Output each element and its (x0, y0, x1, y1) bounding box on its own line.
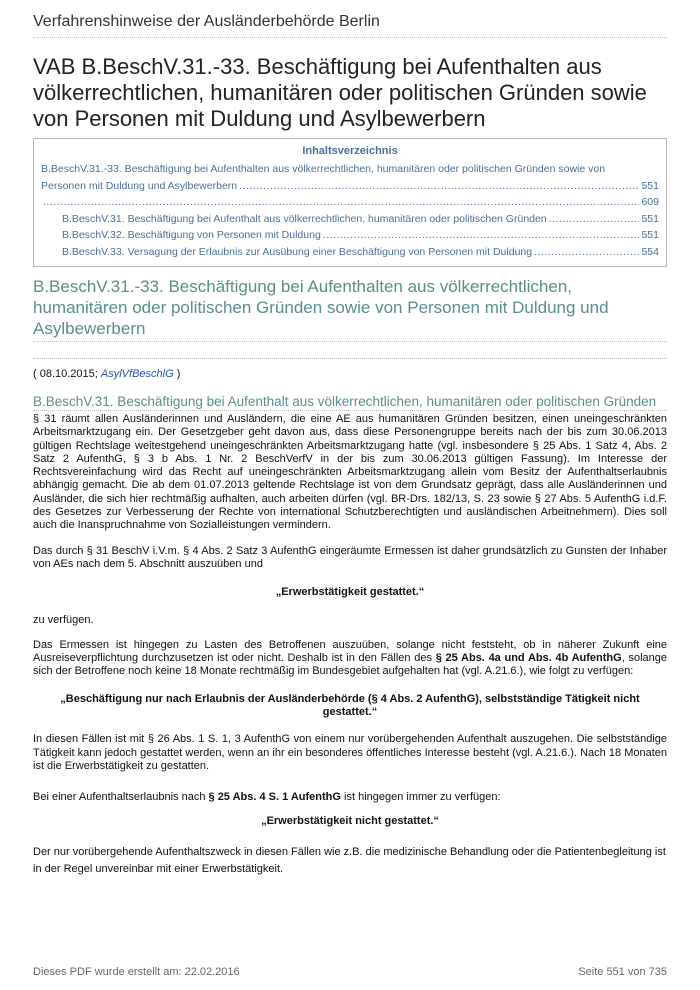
toc-entry-33[interactable] (41, 244, 659, 261)
toc-leader (534, 244, 639, 261)
date-line (33, 368, 667, 380)
toc-page-number[interactable]: 554 (641, 245, 659, 258)
section-title: B.BeschV.31.-33. Beschäftigung bei Aufenthalten aus völkerrechtlichen, humanitären oder politischen Gründen sowie von Personen mit Duldung und Asylbewerbern (33, 276, 667, 342)
paragraph: zu verfügen. (33, 613, 94, 626)
document-page (33, 0, 667, 878)
footer-page-number: Seite 551 von 735 (578, 966, 667, 978)
toc-leader (239, 178, 639, 195)
paragraph (33, 639, 667, 679)
paragraph-text: , solange sich der Betroffene noch keine 18 Monate rechtmäßig im Bundesgebiet aufgehalten hat (vgl. A.21.6.), wie folgt zu verfügen: (33, 652, 668, 678)
paragraph-text: Das Ermessen ist hingegen zu Lasten des Betroffenen auszuüben, solange nicht feststeht, ob in näherer Zukunft eine Ausreiseverpflichtung durchzusetzen ist oder nicht. Deshalb ist in den Fällen des (33, 638, 667, 665)
page-footer (33, 966, 667, 978)
paragraph: Der nur vorübergehende Aufenthaltszweck in diesen Fällen wie z.B. die medizinische Behandlung oder die Patientenbegleitung ist in der Regel unvereinbar mit einer Erwerbstätigkeit. (33, 845, 666, 875)
date-suffix: ) (176, 368, 181, 380)
paragraph: Das durch § 31 BeschV i.V.m. § 4 Abs. 2 Satz 3 AufenthG eingeräumte Ermessen ist daher grundsätzlich zu Gunsten der Inhaber von AEs nach dem 5. Abschnitt auszuüben und (33, 544, 667, 570)
toc-leader (323, 227, 640, 244)
toc-page-number[interactable]: 551 (641, 212, 659, 225)
asylvfbeschlg-link[interactable]: AsylVfBeschlG (100, 368, 174, 380)
date-prefix: ( 08.10.2015; (33, 368, 98, 380)
toc-page-number[interactable]: 551 (641, 229, 659, 241)
subsection-title: B.BeschV.31. Beschäftigung bei Aufenthalt aus völkerrechtlichen, humanitären oder politischen Gründen (33, 394, 667, 411)
toc-entry-main[interactable] (41, 161, 659, 194)
quote-beschaeftigung-erlaubnis: „Beschäftigung nur nach Erlaubnis der Ausländerbehörde (§ 4 Abs. 2 AufenthG), selbstständige Tätigkeit nicht gestattet.“ (60, 692, 640, 719)
toc-page-number[interactable]: 551 (641, 179, 659, 192)
toc-entry-text[interactable]: B.BeschV.32. Beschäftigung von Personen mit Duldung (62, 229, 321, 241)
toc-entry-main-line2[interactable]: Personen mit Duldung und Asylbewerbern (41, 179, 238, 192)
footer-created-date: Dieses PDF wurde erstellt am: 22.02.2016 (33, 966, 240, 978)
toc-leader (43, 194, 639, 211)
divider (33, 358, 667, 359)
bold-reference: § 25 Abs. 4a und Abs. 4b AufenthG (435, 652, 622, 665)
toc-entry-32[interactable] (41, 227, 659, 244)
document-header: Verfahrenshinweise der Ausländerbehörde Berlin (33, 13, 667, 38)
table-of-contents (33, 138, 667, 267)
toc-entry-blank[interactable] (41, 194, 659, 211)
bold-reference: § 25 Abs. 4 S. 1 AufenthG (208, 791, 341, 804)
paragraph: § 31 räumt allen Ausländerinnen und Ausländern, die eine AE aus humanitären Gründen besitzen, einen uneingeschränkten Arbeitsmarktzugang ein. Der Gesetzgeber geht davon aus, dass diese Personengruppe bereits nach der bis zum 30.06.2013 gültigen Rechtslage weitestgehend uneingeschränkten Arbeitsmarktzugang hatte (vgl. insbesondere § 25 Abs. 1 Satz 4, Abs. 2 Satz 2 AufenthG, § 3 b Abs. 1 Nr. 2 BeschVerfV in der bis zum 30.06.2013 gültigen Fassung). Im Interesse der Rechtsvereinfachung wird das Recht auf uneingeschränkten Arbeitsmarktzugang allein vom Besitz der Aufenthaltserlaubnis abhängig gemacht. Die ab dem 01.07.2013 geltende Rechtslage ist von dem Grundsatz geprägt, dass alle Ausländerinnen und Ausländer, die sich hier rechtmäßig aufhalten, auch arbeiten dürfen (vgl. BR-Drs. 182/13, S. 23 sowie § 27 Abs. 5 AufenthG i.d.F. des Gesetzes zur Verbesserung der Rechte von international Schutzberechtigten und ausländischen Arbeitnehmern). Dies soll auch die Inanspruchnahme von Sozialleistungen vermindern. (33, 413, 667, 532)
quote-erwerbstaetigkeit-nicht-gestattet: „Erwerbstätigkeit nicht gestattet.“ (261, 814, 439, 827)
paragraph (33, 791, 667, 804)
toc-entry-text[interactable]: B.BeschV.33. Versagung der Erlaubnis zur Ausübung einer Beschäftigung von Personen mit Duldung (62, 245, 533, 258)
toc-entry-main-line1[interactable]: B.BeschV.31.-33. Beschäftigung bei Aufenthalten aus völkerrechtlichen, humanitären oder politischen Gründen sowie von (41, 163, 606, 175)
paragraph-text: Bei einer Aufenthaltserlaubnis nach (33, 791, 206, 804)
toc-entry-31[interactable] (41, 211, 659, 228)
toc-heading: Inhaltsverzeichnis (302, 145, 398, 157)
paragraph-text: ist hingegen immer zu verfügen: (344, 791, 501, 804)
page-title: VAB B.BeschV.31.-33. Beschäftigung bei Aufenthalten aus völkerrechtlichen, humanitären oder politischen Gründen sowie von Personen mit Duldung und Asylbewerbern (33, 54, 647, 131)
toc-page-number[interactable]: 609 (641, 196, 659, 208)
toc-leader (549, 211, 640, 228)
quote-erwerbstaetigkeit-gestattet: „Erwerbstätigkeit gestattet.“ (275, 586, 425, 599)
toc-entry-text[interactable]: B.BeschV.31. Beschäftigung bei Aufenthalt aus völkerrechtlichen, humanitären oder politischen Gründen (62, 212, 547, 225)
paragraph: In diesen Fällen ist mit § 26 Abs. 1 S. 1, 3 AufenthG von einem nur vorübergehenden Aufenthalt auszugehen. Die selbstständige Tätigkeit kann jedoch gestattet werden, wenn an ihr ein besonderes öffentliches Interesse besteht (vgl. A.21.6.). Nach 18 Monaten ist die Erwerbstätigkeit zu gestatten. (33, 733, 667, 772)
